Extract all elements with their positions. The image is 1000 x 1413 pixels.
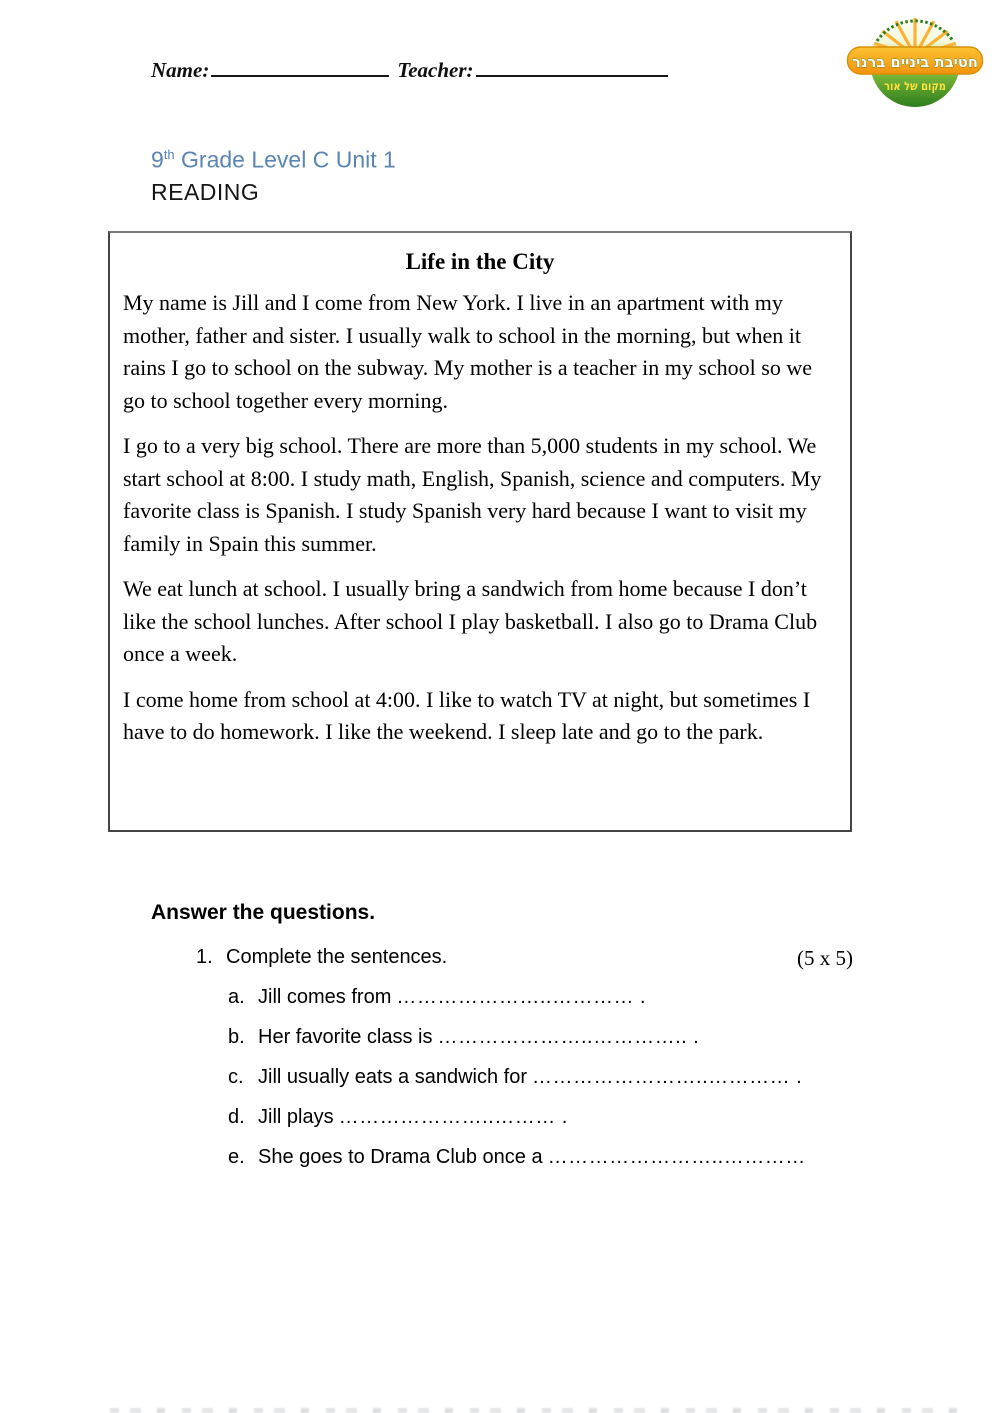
passage-title: Life in the City bbox=[405, 249, 555, 274]
doc-heading bbox=[151, 141, 396, 207]
question-text: Complete the sentences. bbox=[226, 946, 448, 968]
question-1 bbox=[151, 946, 853, 969]
question-points: (5 x 5) bbox=[797, 946, 853, 970]
name-label: Name: bbox=[151, 58, 210, 82]
logo-subtitle-text: מקום של אור bbox=[884, 79, 946, 93]
passage-paragraph: I go to a very big school. There are more than 5,000 students in my school. We start school at 8:00. I study math, English, Spanish, science and computers. My favorite class is Spanish. I study Spanish very hard because I want to visit my family in Spain this summer. bbox=[123, 433, 822, 556]
subquestion-c bbox=[228, 1066, 853, 1089]
teacher-label: Teacher: bbox=[397, 58, 474, 82]
cutoff-text-remnant bbox=[110, 1408, 970, 1413]
subquestion-a bbox=[228, 986, 853, 1009]
answer-blank-d[interactable]: …………………..……… . bbox=[338, 1106, 568, 1128]
subquestion-letter: c. bbox=[228, 1066, 244, 1088]
name-teacher-line bbox=[151, 58, 670, 83]
questions-section bbox=[151, 901, 853, 1169]
section-title: READING bbox=[151, 178, 260, 205]
school-logo-graphic bbox=[846, 10, 984, 110]
subquestion-text: She goes to Drama Club once a bbox=[258, 1146, 543, 1168]
grade-number: 9 bbox=[151, 146, 164, 173]
subquestion-text: Jill plays bbox=[258, 1106, 334, 1128]
answer-blank-a[interactable]: …………………..………… . bbox=[396, 986, 647, 1008]
subquestion-letter: b. bbox=[228, 1026, 245, 1048]
subquestion-letter: d. bbox=[228, 1106, 245, 1128]
logo-banner-text: חטיבת ביניים ברנר bbox=[852, 53, 978, 71]
answer-blank-e[interactable]: ……………………..………… bbox=[547, 1146, 806, 1168]
passage-paragraph: My name is Jill and I come from New York. I live in an apartment with my mother, father and sister. I usually walk to school in the morning, but when it rains I go to school on the subway. My mother is a teacher in my school so we go to school together every morning. bbox=[123, 290, 812, 413]
passage-paragraph: I come home from school at 4:00. I like to watch TV at night, but sometimes I have to do homework. I like the weekend. I sleep late and go to the park. bbox=[123, 686, 811, 744]
subquestion-d bbox=[228, 1106, 853, 1129]
reading-passage-box bbox=[108, 231, 852, 832]
grade-suffix: th bbox=[163, 147, 175, 162]
questions-heading: Answer the questions. bbox=[151, 901, 376, 924]
passage-paragraph: We eat lunch at school. I usually bring a sandwich from home because I don’t like the school lunches. After school I play basketball. I also go to Drama Club once a week. bbox=[123, 576, 818, 666]
grade-rest: Grade Level C Unit 1 bbox=[174, 146, 396, 173]
subquestion-e bbox=[228, 1146, 853, 1169]
subquestion-letter: a. bbox=[228, 986, 245, 1008]
teacher-blank-field[interactable] bbox=[476, 60, 668, 77]
subquestion-text: Jill usually eats a sandwich for bbox=[258, 1066, 528, 1088]
subquestion-letter: e. bbox=[228, 1146, 245, 1168]
subquestion-text: Her favorite class is bbox=[258, 1026, 433, 1048]
school-logo bbox=[846, 10, 984, 110]
answer-blank-b[interactable]: …………………..………….. . bbox=[437, 1026, 700, 1048]
question-number: 1. bbox=[196, 946, 213, 968]
answer-blank-c[interactable]: ……………………..………… . bbox=[532, 1066, 803, 1088]
name-blank-field[interactable] bbox=[211, 60, 389, 77]
subquestion-b bbox=[228, 1026, 853, 1049]
subquestion-text: Jill comes from bbox=[258, 986, 392, 1008]
unit-title bbox=[151, 141, 396, 174]
